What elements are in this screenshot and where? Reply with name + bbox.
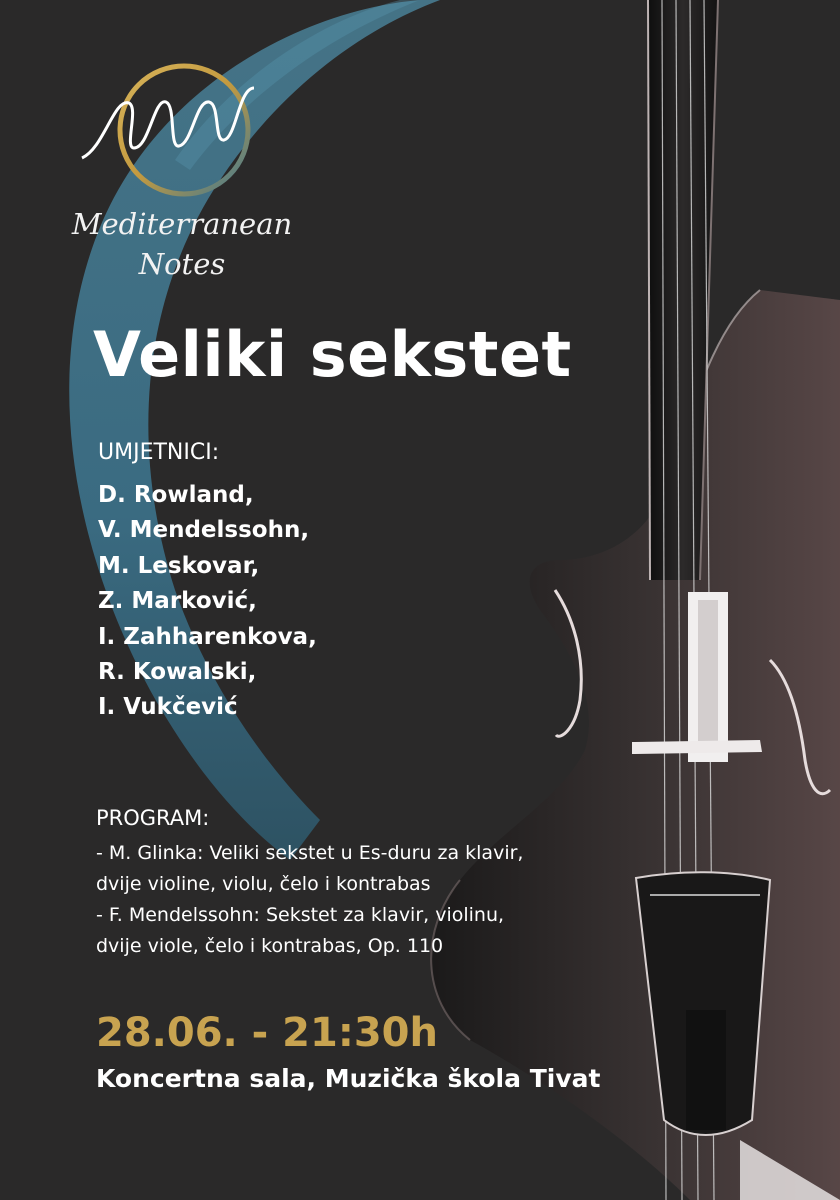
artist-name: I. Vukčević [98, 694, 238, 721]
concert-title: Veliki sekstet [93, 318, 572, 391]
brand-line-2: Notes [138, 247, 226, 281]
brand-line-1: Mediterranean [71, 207, 293, 241]
artists-heading: UMJETNICI: [98, 440, 220, 465]
program-heading: PROGRAM: [96, 806, 210, 830]
artist-name: V. Mendelssohn, [98, 517, 310, 544]
program-line: dvije violine, violu, čelo i kontrabas [96, 873, 431, 895]
event-date-time: 28.06. - 21:30h [96, 1010, 438, 1056]
program-line: dvije viole, čelo i kontrabas, Op. 110 [96, 935, 444, 957]
program-line: - M. Glinka: Veliki sekstet u Es-duru za klavir, [96, 842, 524, 864]
artist-name: M. Leskovar, [98, 552, 260, 579]
artist-name: D. Rowland, [98, 482, 254, 508]
mediterranean-notes-logo [74, 58, 264, 208]
violin-illustration [431, 0, 840, 1200]
program-list [96, 838, 596, 962]
artists-list [98, 478, 317, 726]
artist-name: I. Zahharenkova, [98, 623, 317, 650]
brand-name [66, 204, 298, 284]
artist-name: Z. Marković, [98, 588, 257, 615]
artist-name: R. Kowalski, [98, 659, 257, 686]
program-line: - F. Mendelssohn: Sekstet za klavir, violinu, [96, 904, 505, 926]
event-venue: Koncertna sala, Muzička škola Tivat [96, 1064, 601, 1093]
